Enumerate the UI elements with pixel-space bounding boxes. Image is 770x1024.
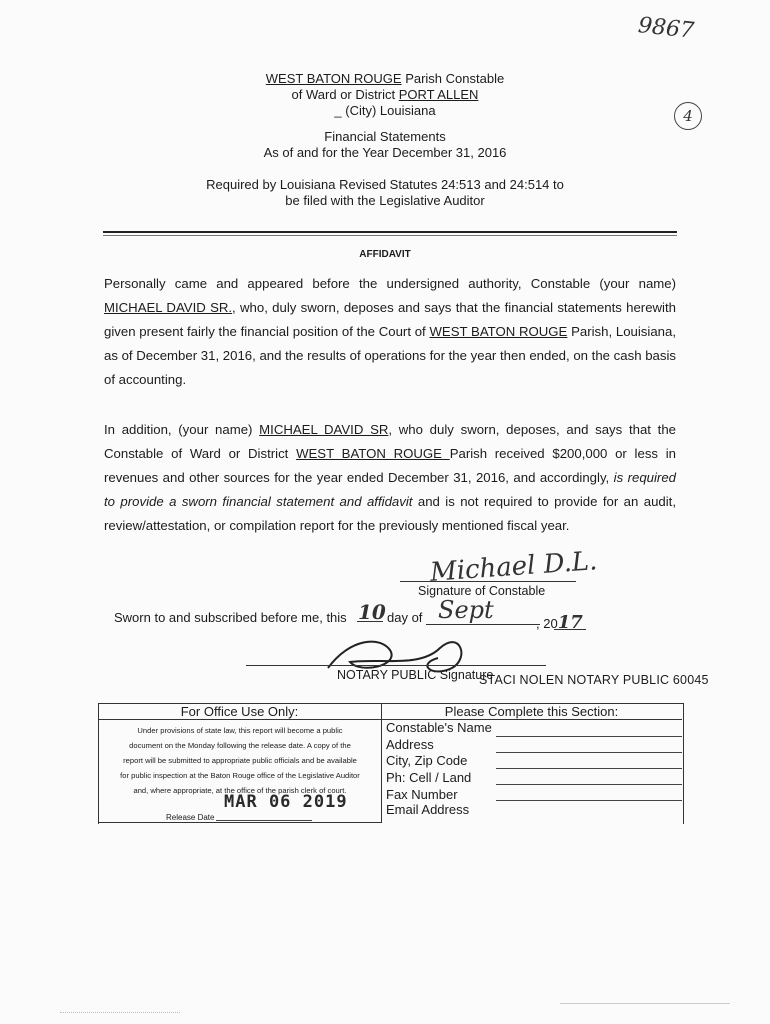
field-phone: Ph: Cell / Land: [386, 770, 472, 785]
complete-section-header: Please Complete this Section:: [444, 704, 619, 719]
header-line-2: of Ward or District PORT ALLEN: [291, 87, 479, 102]
constable-signature-line: [400, 581, 576, 582]
field-constables-name: Constable's Name: [386, 720, 492, 735]
court-parish: WEST BATON ROUGE: [429, 324, 568, 339]
office-use-text: Under provisions of state law, this report will become a public document on the Monday following the release date. A copy of the report will be submitted to appropriate public officials and be available for public inspection at the Baton Rouge office of the Legislative Auditor and, where appropriate, at the office of the parish clerk of court.: [120, 726, 360, 795]
field-fax: Fax Number: [386, 787, 458, 802]
header-line-7: be filed with the Legislative Auditor: [285, 193, 485, 208]
day-value: 10: [358, 600, 386, 624]
sworn-text: Sworn to and subscribed before me, this: [114, 610, 347, 625]
scan-mark-right: [560, 1003, 730, 1004]
header-divider-thin: [103, 235, 677, 236]
field-line-city-zip[interactable]: [496, 768, 682, 769]
year-value: 17: [557, 612, 583, 633]
release-date-line: [216, 820, 312, 821]
office-box-divider: [381, 703, 382, 823]
field-line-phone[interactable]: [496, 784, 682, 785]
office-use-header: For Office Use Only:: [180, 704, 299, 719]
notary-label: NOTARY PUBLIC Signature: [337, 668, 494, 682]
district-name: PORT ALLEN: [398, 87, 479, 102]
affidavit-title: AFFIDAVIT: [359, 249, 411, 260]
header-line-6: Required by Louisiana Revised Statutes 24:513 and 24:514 to: [206, 177, 564, 192]
constable-signature-label: Signature of Constable: [418, 584, 546, 598]
header-divider: [103, 231, 677, 233]
month-line: [426, 624, 540, 625]
field-city-zip: City, Zip Code: [386, 753, 468, 768]
constable-signature: Michael D.L.: [429, 546, 599, 588]
field-address: Address: [386, 737, 434, 752]
field-line-fax[interactable]: [496, 800, 682, 801]
constable-name: MICHAEL DAVID SR.: [104, 300, 233, 315]
field-line-address[interactable]: [496, 752, 682, 753]
parish-name: WEST BATON ROUGE: [265, 71, 402, 86]
constable-name-2: MICHAEL DAVID SR: [259, 422, 389, 437]
header-line-1: WEST BATON ROUGE Parish Constable: [265, 71, 505, 86]
field-email: Email Address: [386, 802, 470, 817]
scan-mark-left: [60, 1012, 180, 1013]
year-text: , 2017: [536, 612, 583, 633]
document-number-handwritten: 9867: [636, 13, 696, 44]
notary-signature-line: [246, 665, 546, 666]
year-line: [554, 629, 586, 630]
release-date-label: Release Date: [166, 813, 215, 822]
notary-stamp: STACI NOLEN NOTARY PUBLIC 60045: [479, 673, 709, 687]
header-line-3: _ (City) Louisiana: [334, 103, 436, 118]
office-box-bottom: [98, 822, 382, 823]
circled-number-text: 4: [683, 107, 693, 125]
affidavit-paragraph-1: Personally came and appeared before the undersigned authority, Constable (your name) MICHAEL DAVID SR., who, duly sworn, deposes and says that the financial statements herewith given present fairly the financial position of the Court of WEST BATON ROUGE Parish, Louisiana, as of December 31, 2016, and the results of operations for the year then ended, on the cash basis of accounting.: [104, 276, 676, 387]
day-of-text: day of: [387, 610, 423, 625]
header-line-5: As of and for the Year December 31, 2016: [263, 145, 507, 160]
header-line-4: Financial Statements: [324, 129, 446, 144]
release-date-stamp: MAR 06 2019: [224, 792, 348, 812]
affidavit-paragraph-2: In addition, (your name) MICHAEL DAVID SR, who duly sworn, deposes, and says that the Constable of Ward or District WEST BATON ROUGE Parish received $200,000 or less in revenues and other sources for the year ended December 31, 2016, and accordingly, is required to provide a sworn financial statement and affidavit and is not required to provide for an audit, review/attestation, or compilation report for the previously mentioned fiscal year.: [104, 422, 677, 533]
district-parish: WEST BATON ROUGE: [296, 446, 450, 461]
field-line-constables-name[interactable]: [496, 736, 682, 737]
month-value: Sept: [438, 596, 494, 624]
